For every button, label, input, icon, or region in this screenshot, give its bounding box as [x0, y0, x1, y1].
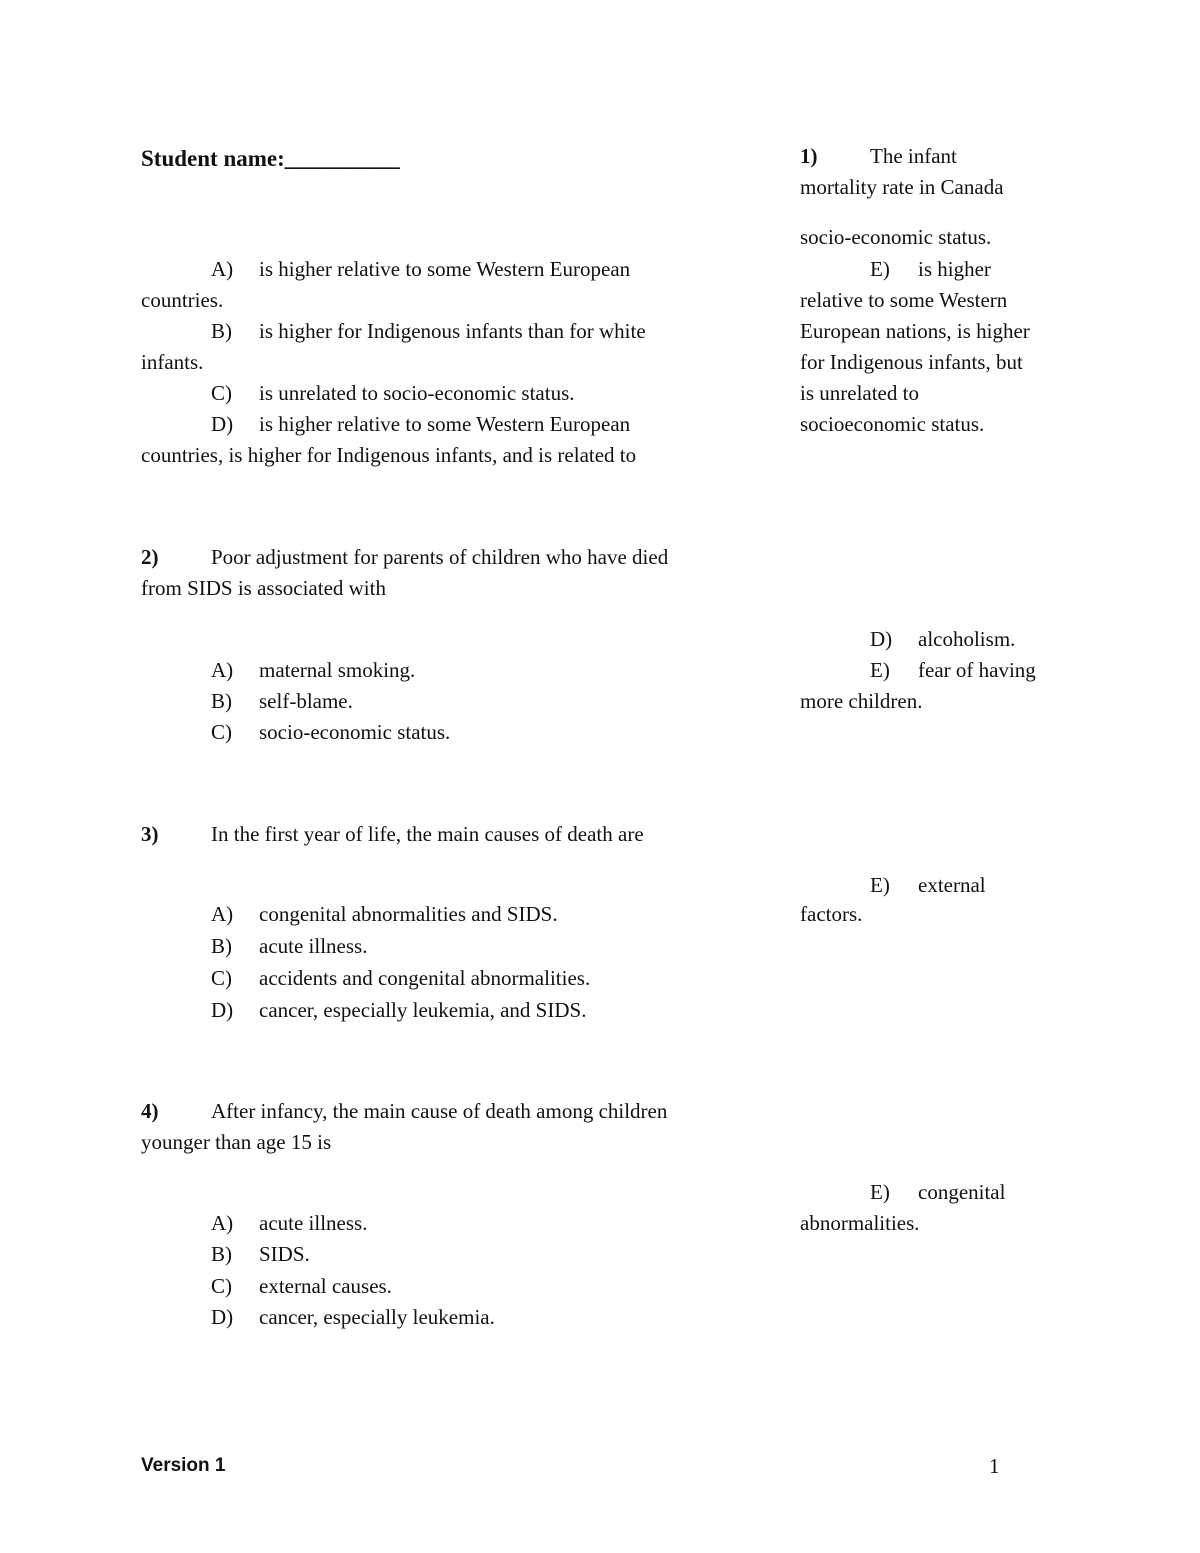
q3-option-a	[211, 899, 558, 930]
question-3-stem	[141, 819, 644, 850]
option-label: C)	[211, 1274, 232, 1298]
option-text: acute illness.	[259, 1211, 368, 1235]
option-text: is higher relative to some Western European	[259, 412, 631, 436]
q4-option-e-cont: abnormalities.	[800, 1211, 920, 1235]
option-label: B)	[211, 319, 232, 343]
footer-version: Version 1	[141, 1455, 226, 1476]
option-text: congenital	[918, 1180, 1006, 1204]
option-label: C)	[211, 720, 232, 744]
option-label: D)	[211, 412, 234, 436]
option-text: alcoholism.	[918, 627, 1016, 651]
option-text: maternal smoking.	[259, 658, 416, 682]
option-label: C)	[211, 381, 232, 405]
question-4-stem	[141, 1096, 667, 1127]
option-text: congenital abnormalities and SIDS.	[259, 902, 558, 926]
question-2-stem-cont: from SIDS is associated with	[141, 576, 386, 600]
q4-option-b	[211, 1239, 310, 1270]
option-label: A)	[211, 658, 234, 682]
question-1-stem-cont: mortality rate in Canada	[800, 175, 1004, 199]
question-4-stem-cont: younger than age 15 is	[141, 1130, 332, 1154]
option-text: socio-economic status.	[259, 720, 451, 744]
q3-option-b	[211, 931, 367, 962]
q1-option-d	[211, 409, 630, 440]
q1-option-d-cont2: socio-economic status.	[800, 225, 992, 249]
question-1-stem	[800, 141, 957, 172]
option-text: external	[918, 873, 986, 897]
option-label: D)	[870, 627, 893, 651]
q2-option-c	[211, 717, 450, 748]
stem-text: Poor adjustment for parents of children who have died	[211, 545, 669, 569]
option-text: self-blame.	[259, 689, 353, 713]
stem-text: In the first year of life, the main causes of death are	[211, 822, 644, 846]
question-number: 3)	[141, 822, 159, 846]
stem-text: After infancy, the main cause of death among children	[211, 1099, 668, 1123]
q1-option-d-cont: countries, is higher for Indigenous infants, and is related to	[141, 443, 637, 467]
option-text: cancer, especially leukemia, and SIDS.	[259, 998, 587, 1022]
question-number: 4)	[141, 1099, 159, 1123]
q1-option-e-cont: European nations, is higher	[800, 319, 1030, 343]
option-text: is unrelated to socio-economic status.	[259, 381, 575, 405]
option-label: A)	[211, 257, 234, 281]
q4-option-d	[211, 1302, 495, 1333]
option-label: E)	[870, 1180, 890, 1204]
stem-text: The infant	[870, 144, 957, 168]
q4-option-a	[211, 1208, 367, 1239]
q1-option-b-cont: infants.	[141, 350, 204, 374]
option-text: external causes.	[259, 1274, 392, 1298]
option-label: C)	[211, 966, 232, 990]
q3-option-d	[211, 995, 586, 1026]
q1-option-c	[211, 378, 575, 409]
q4-option-c	[211, 1271, 392, 1302]
q2-option-d	[870, 624, 1015, 655]
option-text: is higher for Indigenous infants than for white	[259, 319, 646, 343]
q1-option-a	[211, 254, 630, 285]
option-label: A)	[211, 902, 234, 926]
option-label: D)	[211, 1305, 234, 1329]
question-number: 1)	[800, 144, 818, 168]
q1-option-a-cont: countries.	[141, 288, 224, 312]
page-number: 1	[989, 1454, 1000, 1478]
q1-option-e	[870, 254, 991, 285]
q2-option-b	[211, 686, 353, 717]
q1-option-e-cont: relative to some Western	[800, 288, 1008, 312]
q3-option-c	[211, 963, 590, 994]
q3-option-e	[870, 870, 986, 901]
option-text: SIDS.	[259, 1242, 310, 1266]
question-2-stem	[141, 542, 668, 573]
q1-option-e-cont: is unrelated to	[800, 381, 919, 405]
option-label: B)	[211, 1242, 232, 1266]
option-text: fear of having	[918, 658, 1036, 682]
option-text: is higher	[918, 257, 991, 281]
student-name-label: Student name:__________	[141, 146, 400, 171]
option-text: cancer, especially leukemia.	[259, 1305, 495, 1329]
option-label: B)	[211, 689, 232, 713]
question-number: 2)	[141, 545, 159, 569]
q4-option-e	[870, 1177, 1005, 1208]
option-label: A)	[211, 1211, 234, 1235]
q2-option-e-cont: more children.	[800, 689, 923, 713]
option-label: D)	[211, 998, 234, 1022]
option-text: is higher relative to some Western European	[259, 257, 631, 281]
q3-option-e-cont: factors.	[800, 902, 863, 926]
option-label: E)	[870, 257, 890, 281]
option-label: B)	[211, 934, 232, 958]
option-text: acute illness.	[259, 934, 368, 958]
option-text: accidents and congenital abnormalities.	[259, 966, 591, 990]
q2-option-a	[211, 655, 415, 686]
q2-option-e	[870, 655, 1036, 686]
q1-option-e-cont: for Indigenous infants, but	[800, 350, 1023, 374]
option-label: E)	[870, 658, 890, 682]
q1-option-e-cont: socioeconomic status.	[800, 412, 985, 436]
option-label: E)	[870, 873, 890, 897]
q1-option-b	[211, 316, 646, 347]
